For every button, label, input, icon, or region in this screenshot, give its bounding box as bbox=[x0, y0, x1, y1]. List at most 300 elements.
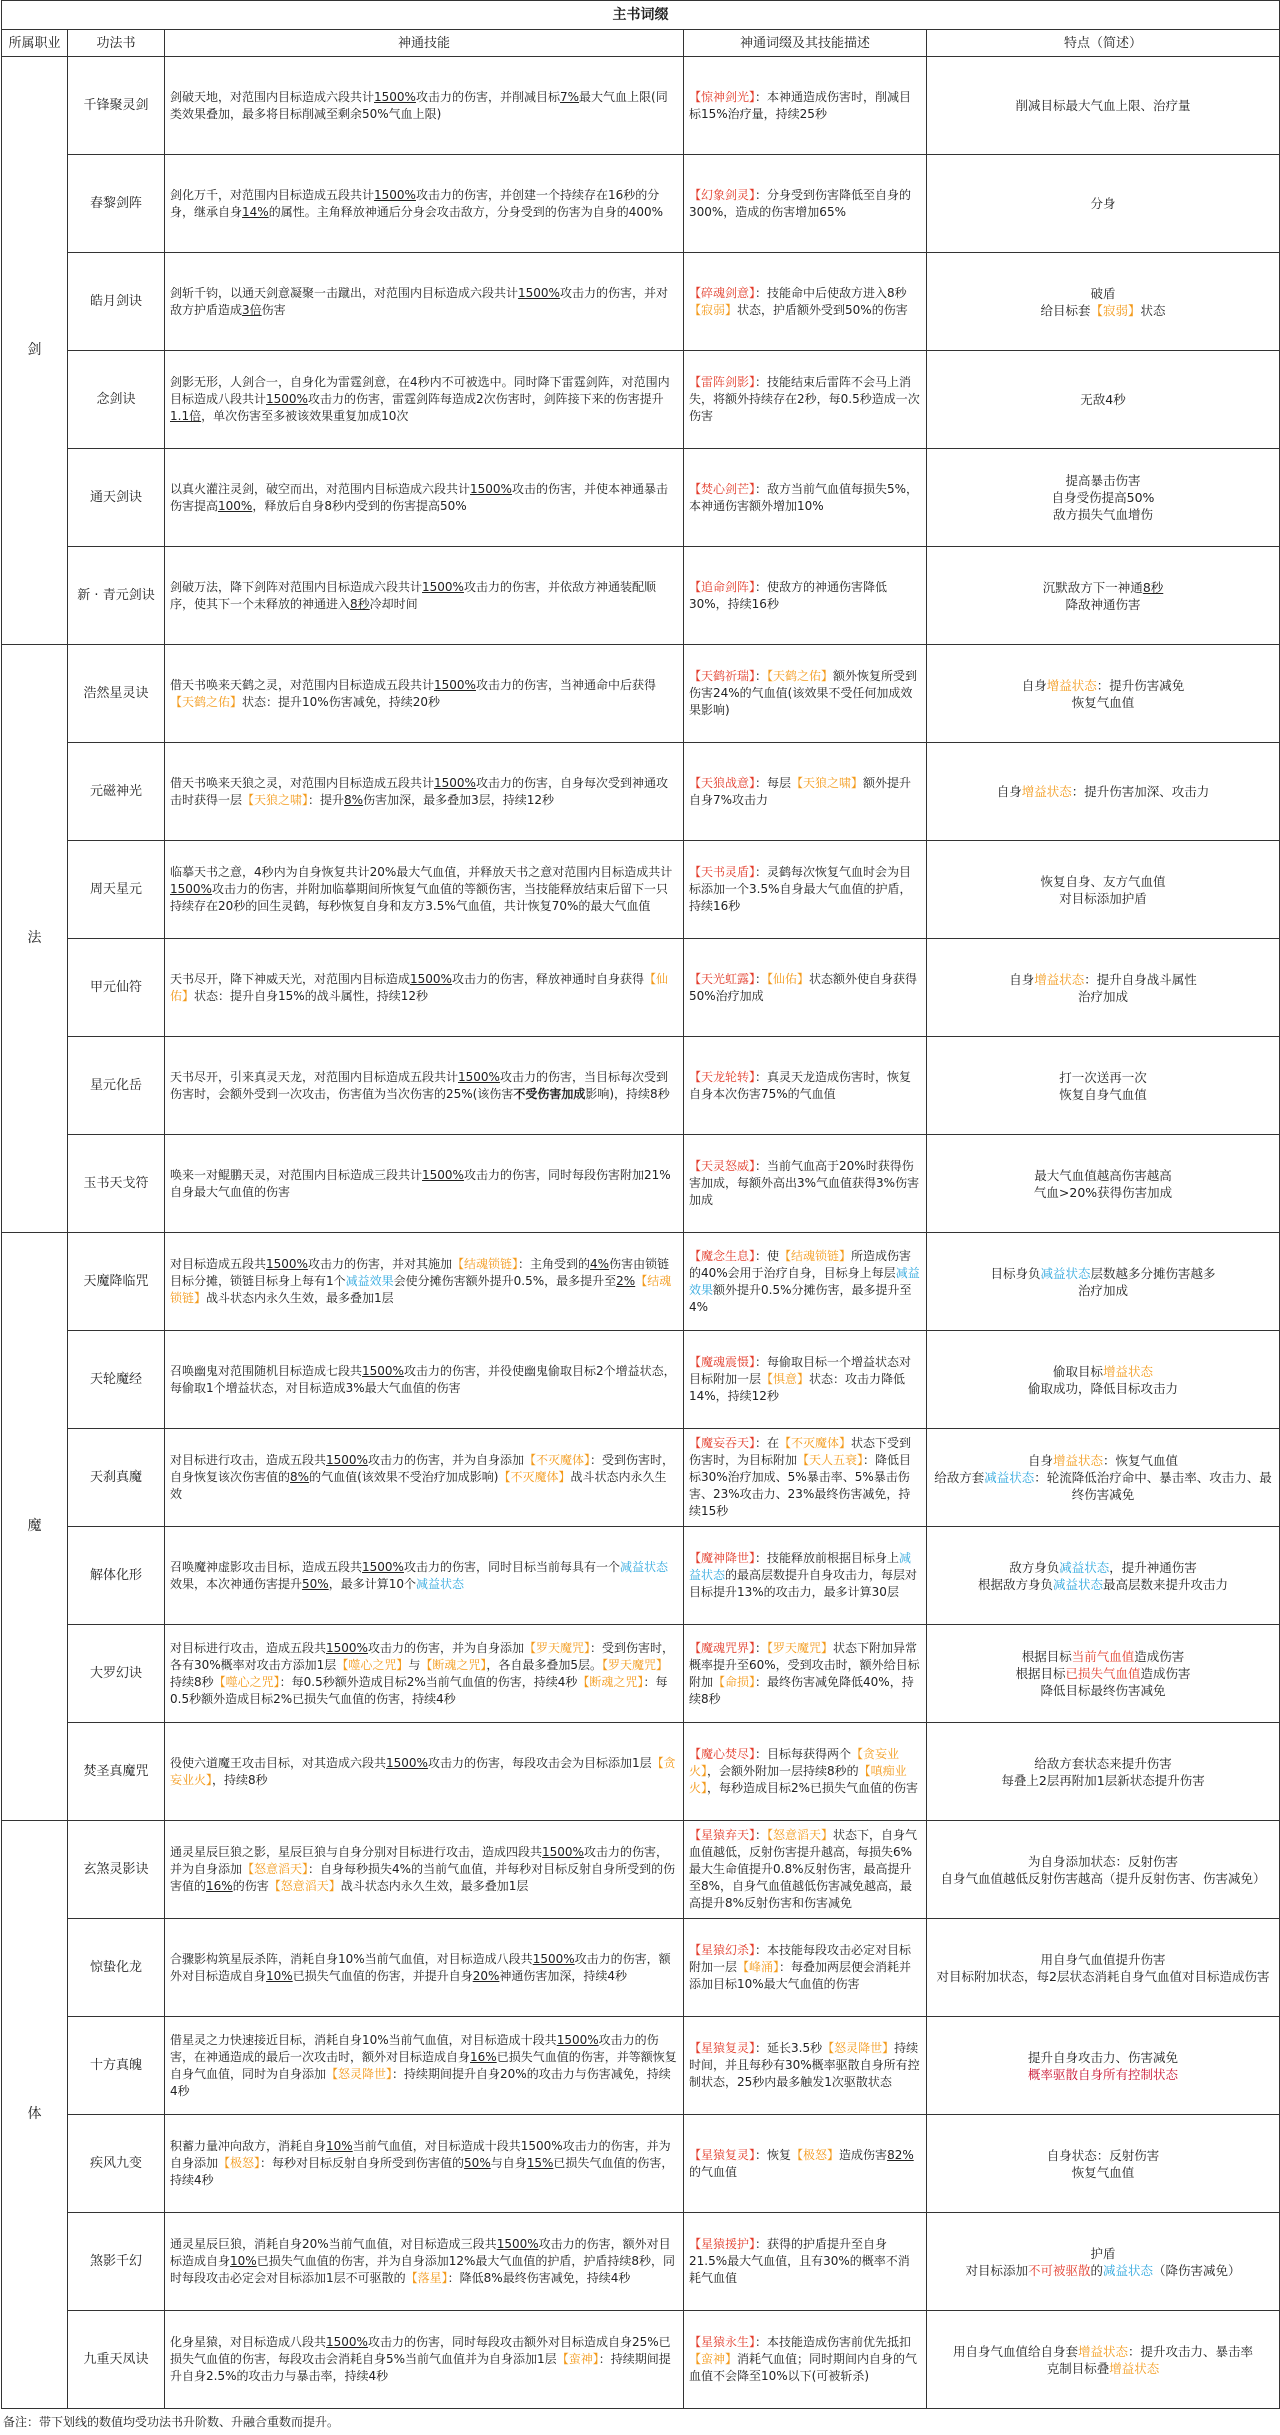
affix-tag: 【仙佑】 bbox=[767, 971, 810, 986]
text-segment: 已损失气血值的伤害，并等额恢复自身气血值，同时为自身添加 bbox=[170, 2049, 677, 2081]
affix-description-cell bbox=[684, 939, 927, 1037]
affix-tag: 概率驱散自身所有控制状态 bbox=[1028, 2066, 1179, 2082]
text-segment: ：真灵天龙造成伤害时，恢复自身本次伤害75%的气血值 bbox=[689, 1069, 912, 1101]
feature-cell bbox=[927, 57, 1280, 155]
text-segment: 状态，护盾额外受到50%的伤害 bbox=[737, 302, 908, 317]
text-segment: 攻击的伤害，并使本神通暴击伤害提高 bbox=[170, 481, 668, 513]
text-segment: 已损失气血值的伤害，并提升自身 bbox=[292, 1968, 473, 1983]
text-segment: 攻击力的伤害，并对其施加 bbox=[307, 1257, 452, 1271]
text-segment: 护盾 bbox=[1090, 2245, 1116, 2261]
skill-description-cell bbox=[165, 2311, 684, 2409]
affix-tag: 减益效果 bbox=[345, 1274, 394, 1288]
affix-description-cell bbox=[684, 1331, 927, 1429]
feature-line bbox=[932, 988, 1274, 1005]
text-segment: ： bbox=[755, 1640, 768, 1655]
text-segment: 给敌方套状态来提升伤害 bbox=[1034, 1755, 1172, 1771]
feature-line bbox=[932, 971, 1274, 988]
feature-cell bbox=[927, 351, 1280, 449]
text-segment: ：每叠加两层便会消耗并添加目标10%最大气血值的伤害 bbox=[689, 1960, 912, 1991]
text-segment: 借天书唤来天鹤之灵，对范围内目标造成五段共计 bbox=[170, 677, 435, 692]
scaling-value: 7% bbox=[559, 89, 580, 104]
scaling-value: 1500% bbox=[374, 187, 416, 202]
text-segment: ： bbox=[755, 971, 768, 986]
feature-line bbox=[932, 873, 1274, 890]
table-row bbox=[2, 57, 1280, 155]
feature-line bbox=[932, 2164, 1274, 2181]
header-book: 功法书 bbox=[68, 30, 165, 57]
text-segment: ：每秒对目标反射自身所受到伤害值的 bbox=[260, 2156, 465, 2170]
affix-description-cell bbox=[684, 1135, 927, 1233]
text-segment: ，最多计算10个 bbox=[328, 1576, 416, 1591]
text-segment: 敌方身负 bbox=[1009, 1559, 1060, 1575]
text-segment: 给目标套 bbox=[1040, 302, 1091, 318]
scaling-value: 100% bbox=[218, 498, 253, 513]
affix-tag: 【幻象剑灵】 bbox=[689, 187, 756, 202]
feature-line bbox=[932, 2262, 1274, 2279]
text-segment: ：每层 bbox=[755, 775, 792, 790]
table-row bbox=[2, 1233, 1280, 1331]
affix-description-cell bbox=[684, 645, 927, 743]
feature-line bbox=[932, 2360, 1274, 2377]
text-segment: 攻击力的伤害，同时目标当前每具有一个 bbox=[403, 1559, 620, 1574]
feature-cell bbox=[927, 449, 1280, 547]
book-name-cell: 焚圣真魔咒 bbox=[68, 1723, 165, 1821]
affix-description-cell bbox=[684, 2017, 927, 2115]
table-row bbox=[2, 253, 1280, 351]
text-segment: ：延长3.5秒 bbox=[755, 2041, 823, 2055]
text-segment: 积蓄力量冲向敌方，消耗自身 bbox=[170, 2139, 327, 2153]
text-segment: 用自身气血值提升伤害 bbox=[1040, 1951, 1166, 1967]
feature-line bbox=[932, 1282, 1274, 1299]
skill-description-cell bbox=[165, 1821, 684, 1919]
affix-tag: 【天龙轮转】 bbox=[689, 1069, 756, 1084]
affix-tag: 【魔念生息】 bbox=[689, 1248, 756, 1263]
text-segment: 伤害加深，最多叠加3层，持续12秒 bbox=[363, 792, 554, 807]
feature-line bbox=[932, 1363, 1274, 1380]
affix-tag: 不可被驱散 bbox=[1028, 2262, 1091, 2278]
affix-description-cell bbox=[684, 351, 927, 449]
text-segment: 额外提升0.5%分摊伤害，最多提升至4% bbox=[689, 1282, 912, 1314]
text-segment: ：敌方当前气血值每损失5%，本神通伤害额外增加10% bbox=[689, 481, 919, 513]
skill-description-cell bbox=[165, 155, 684, 253]
header-skill: 神通技能 bbox=[165, 30, 684, 57]
feature-line bbox=[932, 1167, 1274, 1184]
book-name-cell: 新 · 青元剑诀 bbox=[68, 547, 165, 645]
scaling-value: 1500% bbox=[326, 1453, 368, 1467]
text-segment: 借天书唤来天狼之灵，对范围内目标造成五段共计 bbox=[170, 775, 435, 790]
feature-line bbox=[932, 506, 1274, 523]
book-name-cell: 春黎剑阵 bbox=[68, 155, 165, 253]
affix-tag: 【落星】 bbox=[405, 2271, 448, 2285]
feature-line bbox=[932, 1755, 1274, 1772]
text-segment: 剑化万千，对范围内目标造成五段共计 bbox=[170, 187, 375, 202]
text-segment: 影响)，持续8秒 bbox=[585, 1086, 670, 1101]
text-segment: 攻击力的伤害，当神通命中后获得 bbox=[475, 677, 656, 692]
text-segment: 状态下受到伤害时，为目标附加 bbox=[689, 1436, 912, 1467]
text-segment: ：提升自身战斗属性 bbox=[1084, 971, 1197, 987]
table-row bbox=[2, 743, 1280, 841]
text-segment: 对目标造成五段共 bbox=[170, 1257, 267, 1271]
text-segment: 通灵星辰巨狼之影，星辰巨狼与自身分别对目标进行攻击，造成四段共 bbox=[170, 1845, 543, 1859]
text-segment: ：获得的护盾提升至自身21.5%最大气血值，且有30%的概率不消耗气血值 bbox=[689, 2237, 910, 2285]
feature-cell bbox=[927, 645, 1280, 743]
affix-tag: 【天灵怒威】 bbox=[689, 1159, 756, 1173]
affix-tag: 【峰涌】 bbox=[737, 1960, 780, 1974]
text-segment: ，会额外附加一层持续8秒的 bbox=[707, 1764, 859, 1778]
feature-line bbox=[932, 1951, 1274, 1968]
feature-cell bbox=[927, 1625, 1280, 1723]
scaling-value: 1500% bbox=[374, 89, 416, 104]
text-segment: 攻击力的伤害，在神通造成的最后一次攻击时，额外对目标造成自身 bbox=[170, 2032, 659, 2064]
affix-tag: 【不灭魔体】 bbox=[779, 1436, 852, 1450]
text-segment: 攻击力的伤害，同时每段伤害附加21%自身最大气血值的伤害 bbox=[170, 1167, 671, 1199]
text-segment: 状态额外使自身获得50%治疗加成 bbox=[689, 971, 918, 1003]
affix-tag: 减益状态 bbox=[415, 1576, 464, 1591]
category-cell: 魔 bbox=[2, 1233, 68, 1821]
feature-line bbox=[932, 1968, 1274, 1985]
skill-description-cell bbox=[165, 2017, 684, 2115]
table-row bbox=[2, 1919, 1280, 2017]
text-segment: 消耗气血值；同时期间内自身的气血值不会降至10%以下(可被斩杀) bbox=[689, 2352, 918, 2383]
affix-tag: 【贪妄业火】 bbox=[689, 1747, 900, 1778]
feature-line bbox=[932, 302, 1274, 319]
feature-line bbox=[932, 97, 1274, 114]
text-segment: ：技能释放前根据目标身上 bbox=[755, 1551, 900, 1565]
feature-line bbox=[932, 2343, 1274, 2360]
text-segment: ： bbox=[755, 669, 768, 683]
table-row bbox=[2, 1723, 1280, 1821]
text-segment: 攻击力的伤害，并削减目标 bbox=[415, 89, 560, 104]
table-row bbox=[2, 2115, 1280, 2213]
text-segment: 临摹天书之意，4秒内为自身恢复共计20%最大气血值，并释放天书之意对范围内目标造成共计 bbox=[170, 865, 673, 879]
text-segment: 剑斩千钧，以通天剑意凝聚一击蹴出，对范围内目标造成六段共计 bbox=[170, 285, 519, 300]
text-segment: 唤来一对鲲鹏天灵，对范围内目标造成三段共计 bbox=[170, 1167, 423, 1182]
text-segment: ：每0.5秒额外造成目标2%当前气血值的伤害，持续4秒 bbox=[279, 1674, 578, 1689]
feature-cell bbox=[927, 1723, 1280, 1821]
text-segment: 状态下附加异常概率提升至60%，受到攻击时，额外给目标附加 bbox=[689, 1640, 920, 1689]
affix-tag: 【焚心剑芒】 bbox=[689, 481, 756, 496]
skill-description-cell bbox=[165, 1723, 684, 1821]
text-segment: ： bbox=[755, 1828, 768, 1842]
text-segment: ：本神通造成伤害时，削减目标15%治疗量，持续25秒 bbox=[689, 89, 912, 121]
table-row bbox=[2, 351, 1280, 449]
affix-tag: 【天狼之啸】 bbox=[791, 775, 864, 790]
text-segment: 治疗加成 bbox=[1078, 1282, 1129, 1298]
text-segment: 恢复自身气血值 bbox=[1059, 1086, 1147, 1102]
affix-tag: 【碎魂剑意】 bbox=[689, 285, 756, 300]
feature-cell bbox=[927, 547, 1280, 645]
text-segment: 攻击力的伤害，并为自身添加 bbox=[367, 1640, 524, 1655]
skill-description-cell bbox=[165, 2213, 684, 2311]
header-row bbox=[2, 30, 1280, 57]
text-segment: 战斗状态内永久生效，最多叠加1层 bbox=[340, 1879, 529, 1893]
skill-description-cell bbox=[165, 743, 684, 841]
text-segment: 自身受伤提高50% bbox=[1051, 490, 1155, 505]
text-segment: 打一次送再一次 bbox=[1059, 1069, 1147, 1085]
text-segment: 目标身负 bbox=[990, 1265, 1041, 1281]
scaling-value: 1500% bbox=[542, 1845, 584, 1859]
text-segment: 自身状态：反射伤害 bbox=[1046, 2147, 1160, 2163]
feature-line bbox=[932, 2066, 1274, 2083]
affix-tag: 增益状态 bbox=[1046, 677, 1097, 693]
text-segment: 自身 bbox=[1009, 971, 1035, 987]
scaling-value: 8秒 bbox=[350, 596, 370, 611]
affix-tag: 增益状态 bbox=[1078, 2343, 1129, 2359]
text-segment: 对目标添加 bbox=[965, 2262, 1028, 2278]
affix-tag: 【怒意滔天】 bbox=[268, 1879, 341, 1893]
affix-description-cell bbox=[684, 2311, 927, 2409]
feature-line bbox=[932, 694, 1274, 711]
text-segment: ：降低目标30%治疗加成、5%暴击率、5%暴击伤害、23%攻击力、23%最终伤害减免，持续15秒 bbox=[689, 1453, 912, 1518]
text-segment: 自身 bbox=[1021, 677, 1047, 693]
feature-line bbox=[932, 285, 1274, 302]
text-segment: 无敌4秒 bbox=[1080, 392, 1126, 407]
affix-tag: 【蛮神】 bbox=[556, 2352, 599, 2366]
skill-description-cell bbox=[165, 449, 684, 547]
skill-description-cell bbox=[165, 57, 684, 155]
affix-tag: 【噬心之咒】 bbox=[213, 1674, 280, 1689]
feature-cell bbox=[927, 2115, 1280, 2213]
affix-tag: 【天人五衰】 bbox=[797, 1453, 864, 1467]
text-segment: ：本技能每段攻击必定对目标附加一层 bbox=[689, 1943, 912, 1974]
feature-cell bbox=[927, 1233, 1280, 1331]
text-segment: ，各自最多叠加5层。 bbox=[486, 1657, 602, 1672]
text-segment: 根据敌方身负 bbox=[978, 1576, 1054, 1592]
text-segment: 降低目标最终伤害减免 bbox=[1040, 1683, 1166, 1698]
text-segment: 自身 bbox=[996, 784, 1022, 799]
scaling-value: 14% bbox=[242, 204, 269, 219]
scaling-value: 1500% bbox=[434, 677, 476, 692]
feature-line bbox=[932, 1452, 1274, 1469]
text-segment: ：每偷取目标一个增益状态对目标附加一层 bbox=[689, 1355, 912, 1386]
text-segment: 敌方损失气血增伤 bbox=[1053, 507, 1154, 522]
text-segment: 偷取目标 bbox=[1053, 1363, 1104, 1379]
book-name-cell: 天轮魔经 bbox=[68, 1331, 165, 1429]
skill-description-cell bbox=[165, 1625, 684, 1723]
text-segment: 效果，本次神通伤害提升 bbox=[170, 1576, 303, 1591]
feature-line bbox=[932, 1576, 1274, 1593]
table-row bbox=[2, 1821, 1280, 1919]
text-segment: 的气血值(该效果不受治疗加成影响) bbox=[309, 1470, 499, 1484]
text-segment: ：每0.5秒额外造成目标2%已损失气血值的伤害，持续4秒 bbox=[170, 1674, 668, 1706]
skill-description-cell bbox=[165, 1919, 684, 2017]
book-name-cell: 疾风九变 bbox=[68, 2115, 165, 2213]
table-row bbox=[2, 1037, 1280, 1135]
affix-tag: 减益状态 bbox=[1040, 1265, 1091, 1281]
affix-tag: 【贪妄业火】 bbox=[170, 1755, 676, 1787]
table-row bbox=[2, 645, 1280, 743]
affix-description-cell bbox=[684, 1625, 927, 1723]
affix-tag: 【天鹤祈瑞】 bbox=[689, 669, 756, 683]
affix-tag: 【天光虹露】 bbox=[689, 971, 756, 986]
feature-cell bbox=[927, 2017, 1280, 2115]
affix-tag: 【噬心之咒】 bbox=[336, 1657, 409, 1672]
text-segment: 攻击力的伤害，并附加临摹期间所恢复气血值的等额伤害，当技能释放结束后留下一只持续存在20秒的回生灵鹤，每秒恢复自身和友方3.5%气血值，共计恢复70%的最大气血值 bbox=[170, 882, 668, 913]
feature-cell bbox=[927, 1429, 1280, 1527]
text-segment: 提高暴击伤害 bbox=[1065, 473, 1141, 488]
affix-description-cell bbox=[684, 841, 927, 939]
text-segment: 攻击力的伤害，当目标每次受到伤害时，会额外受到一次攻击，伤害值为当次伤害的25%(该伤害 bbox=[170, 1069, 668, 1101]
book-name-cell: 九重天凤诀 bbox=[68, 2311, 165, 2409]
scaling-value: 1500% bbox=[470, 481, 512, 496]
affix-description-cell bbox=[684, 1233, 927, 1331]
text-segment: 恢复自身、友方气血值 bbox=[1040, 873, 1166, 889]
category-cell: 法 bbox=[2, 645, 68, 1233]
footer-note: 备注：带下划线的数值均受功法书升阶数、升融合重数而提升。 bbox=[3, 2415, 340, 2429]
text-segment: 状态：提升10%伤害减免，持续20秒 bbox=[242, 694, 440, 709]
book-name-cell: 周天星元 bbox=[68, 841, 165, 939]
scaling-value: 2% bbox=[616, 1274, 636, 1288]
skill-description-cell bbox=[165, 939, 684, 1037]
text-segment: 造成伤害 bbox=[1140, 1666, 1191, 1681]
skill-description-cell bbox=[165, 1429, 684, 1527]
text-segment: 攻击力的伤害，释放神通时自身获得 bbox=[451, 971, 644, 986]
affix-description-cell bbox=[684, 155, 927, 253]
affix-tag: 【蛮神】 bbox=[689, 2352, 738, 2366]
affix-tag: 【极怒】 bbox=[791, 2147, 840, 2162]
affix-tag: 【魔魂震慑】 bbox=[689, 1355, 756, 1369]
skill-description-cell bbox=[165, 1233, 684, 1331]
affix-tag: 增益状态 bbox=[1034, 971, 1085, 987]
text-segment: 攻击力的伤害，额外对目标造成自身 bbox=[170, 2237, 671, 2268]
text-segment: 恢复气血值 bbox=[1071, 694, 1135, 710]
text-segment: ：本技能造成伤害前优先抵扣 bbox=[755, 2335, 912, 2349]
affix-tag: 【仙佑】 bbox=[170, 971, 668, 1003]
text-segment: 当前气血值，对目标造成十段共1500%攻击力的伤害，并为自身添加 bbox=[170, 2139, 671, 2170]
affix-tag: 【星猿弃天】 bbox=[689, 1828, 756, 1842]
text-segment: 冷却时间 bbox=[369, 596, 418, 611]
text-segment: 以真火灌注灵剑，破空而出，对范围内目标造成六段共计 bbox=[170, 481, 471, 496]
affix-description-cell bbox=[684, 547, 927, 645]
feature-cell bbox=[927, 1919, 1280, 2017]
scaling-value: 20% bbox=[472, 1968, 500, 1983]
affix-tag: 【惊神剑光】 bbox=[689, 89, 756, 104]
text-segment: 已损失气血值的伤害，并为自身添加12%最大气血值的护盾，护盾持续8秒，同时每段攻击必定会对目标添加1层不可驱散的 bbox=[170, 2254, 675, 2285]
scaling-value: 1500% bbox=[518, 285, 560, 300]
feature-cell bbox=[927, 1527, 1280, 1625]
text-segment: 会使分摊伤害额外提升0.5%，最多提升至 bbox=[393, 1274, 617, 1288]
affix-description-cell bbox=[684, 2213, 927, 2311]
text-segment: 已损失气血值的伤害，持续4秒 bbox=[170, 2156, 674, 2187]
affix-description-cell bbox=[684, 2115, 927, 2213]
scaling-value: 10% bbox=[230, 2254, 257, 2268]
affix-description-cell bbox=[684, 1919, 927, 2017]
scaling-value: 1.1倍 bbox=[170, 409, 202, 423]
feature-line bbox=[932, 391, 1274, 408]
text-segment: ：技能命中后使敌方进入8秒 bbox=[755, 285, 907, 300]
text-segment: 持续时间，并且每秒有30%概率驱散自身所有控制状态，25秒内最多触发1次驱散状态 bbox=[689, 2041, 920, 2089]
skill-description-cell bbox=[165, 1527, 684, 1625]
affix-tag: 【天狼战意】 bbox=[689, 775, 756, 790]
affix-description-cell bbox=[684, 743, 927, 841]
affix-tag: 【结魂锁链】 bbox=[779, 1248, 852, 1263]
affix-tag: 【魔心焚尽】 bbox=[689, 1747, 756, 1761]
text-segment: ：自身每秒损失4%的当前气血值，并每秒对目标反射自身所受到的伤害值的 bbox=[170, 1862, 676, 1893]
text-segment: 攻击力的伤害，额外对目标造成自身 bbox=[170, 1951, 671, 1983]
scaling-value: 1500% bbox=[556, 2032, 599, 2047]
text-segment: 攻击力的伤害，雷霆剑阵每造成2次伤害时，剑阵接下来的伤害提升 bbox=[307, 392, 664, 406]
text-segment: ：目标每获得两个 bbox=[755, 1747, 852, 1761]
affix-tag: 【寂弱】 bbox=[689, 302, 738, 317]
text-segment: ，单次伤害至多被该效果重复加成10次 bbox=[201, 409, 409, 423]
text-segment: ：降低8%最终伤害减免，持续4秒 bbox=[447, 2271, 631, 2285]
text-segment: 天书尽开，引来真灵天龙，对范围内目标造成五段共计 bbox=[170, 1069, 459, 1084]
skill-description-cell bbox=[165, 2115, 684, 2213]
text-segment: 攻击力的伤害，并役使幽鬼偷取目标2个增益状态，每偷取1个增益状态，对目标造成3%最大气血值的伤害 bbox=[170, 1363, 676, 1395]
affix-tag: 【雷阵剑影】 bbox=[689, 375, 756, 389]
affix-tag: 已损失气血值 bbox=[1065, 1666, 1141, 1681]
text-segment: ：最终伤害减免降低40%，持续8秒 bbox=[689, 1674, 914, 1706]
table-row bbox=[2, 155, 1280, 253]
scaling-value: 1500% bbox=[362, 1363, 404, 1378]
text-segment: 攻击力的伤害，并创建一个持续存在16秒的分身，继承自身 bbox=[170, 187, 660, 219]
scaling-value: 1500% bbox=[386, 1755, 428, 1770]
text-segment: 攻击力的伤害，并对敌方护盾造成 bbox=[170, 285, 668, 317]
feature-line bbox=[932, 1559, 1274, 1576]
text-segment: 状态下，自身气血值越低，反射伤害提升越高，每损失6%最大生命值提升0.8%反射伤害，最高提升至8%，自身气血值越低伤害减免越高，最高提升8%反射伤害和伤害减免 bbox=[689, 1828, 918, 1910]
affix-description-cell bbox=[684, 449, 927, 547]
text-segment: 合骤影构筑星辰杀阵，消耗自身10%当前气血值，对目标造成八段共 bbox=[170, 1951, 533, 1966]
scaling-value: 1500% bbox=[422, 579, 464, 594]
text-segment: 最高层数来提升攻击力 bbox=[1103, 1576, 1229, 1592]
text-segment: 最大气血值越高伤害越高 bbox=[1034, 1167, 1172, 1183]
feature-line bbox=[932, 579, 1274, 596]
text-segment: 对目标附加状态，每2层状态消耗自身气血值对目标造成伤害 bbox=[936, 1968, 1270, 1984]
feature-line bbox=[932, 489, 1274, 506]
text-segment: 攻击力的伤害，每段攻击会为目标添加1层 bbox=[427, 1755, 652, 1770]
affix-tag: 【魔魂咒界】 bbox=[689, 1640, 756, 1655]
text-segment: 给敌方套 bbox=[934, 1470, 985, 1485]
affix-tag: 【星猿幻杀】 bbox=[689, 1943, 756, 1957]
table-row bbox=[2, 1625, 1280, 1723]
table-row bbox=[2, 2213, 1280, 2311]
scaling-value: 16% bbox=[470, 2049, 497, 2064]
affix-description-cell bbox=[684, 57, 927, 155]
text-segment: ，持续8秒 bbox=[212, 1772, 268, 1787]
book-name-cell: 念剑诀 bbox=[68, 351, 165, 449]
feature-line bbox=[932, 1069, 1274, 1086]
feature-cell bbox=[927, 1331, 1280, 1429]
text-segment: ：提升 bbox=[308, 792, 345, 807]
text-segment: 战斗状态内永久生效 bbox=[170, 1470, 667, 1501]
text-segment: 的最高层数提升自身攻击力，每层对目标提升13%的攻击力，最多计算30层 bbox=[689, 1568, 918, 1599]
text-segment: 破盾 bbox=[1090, 285, 1116, 301]
text-segment: ，释放后自身8秒内受到的伤害提高50% bbox=[252, 498, 467, 513]
affix-description-cell bbox=[684, 1723, 927, 1821]
skill-description-cell bbox=[165, 645, 684, 743]
book-name-cell: 皓月剑诀 bbox=[68, 253, 165, 351]
text-segment: ：提升攻击力、暴击率 bbox=[1128, 2343, 1254, 2359]
table-row bbox=[2, 1331, 1280, 1429]
text-segment: （降伤害减免） bbox=[1153, 2262, 1241, 2278]
text-segment: 为自身添加状态：反射伤害 bbox=[1028, 1853, 1179, 1869]
scaling-value: 15% bbox=[526, 2156, 554, 2170]
scaling-value: 4% bbox=[590, 1257, 610, 1271]
scaling-value: 8% bbox=[290, 1470, 310, 1484]
text-segment: 状态 bbox=[1140, 302, 1166, 318]
affix-tag: 【追命剑阵】 bbox=[689, 579, 756, 594]
text-segment: 剑破天地，对范围内目标造成六段共计 bbox=[170, 89, 375, 104]
affix-tag: 增益状态 bbox=[1053, 1453, 1104, 1468]
book-name-cell: 元磁神光 bbox=[68, 743, 165, 841]
text-segment: ：提升伤害加深、攻击力 bbox=[1071, 784, 1210, 799]
affix-tag: 【星猿永生】 bbox=[689, 2335, 756, 2349]
skill-description-cell bbox=[165, 351, 684, 449]
text-segment: 战斗状态内永久生效，最多叠加1层 bbox=[206, 1291, 394, 1305]
scaling-value: 1500% bbox=[266, 1257, 308, 1271]
feature-line bbox=[932, 195, 1274, 212]
text-segment: ：技能结束后雷阵不会马上消失，将额外持续存在2秒，每0.5秒造成一次伤害 bbox=[689, 375, 920, 423]
